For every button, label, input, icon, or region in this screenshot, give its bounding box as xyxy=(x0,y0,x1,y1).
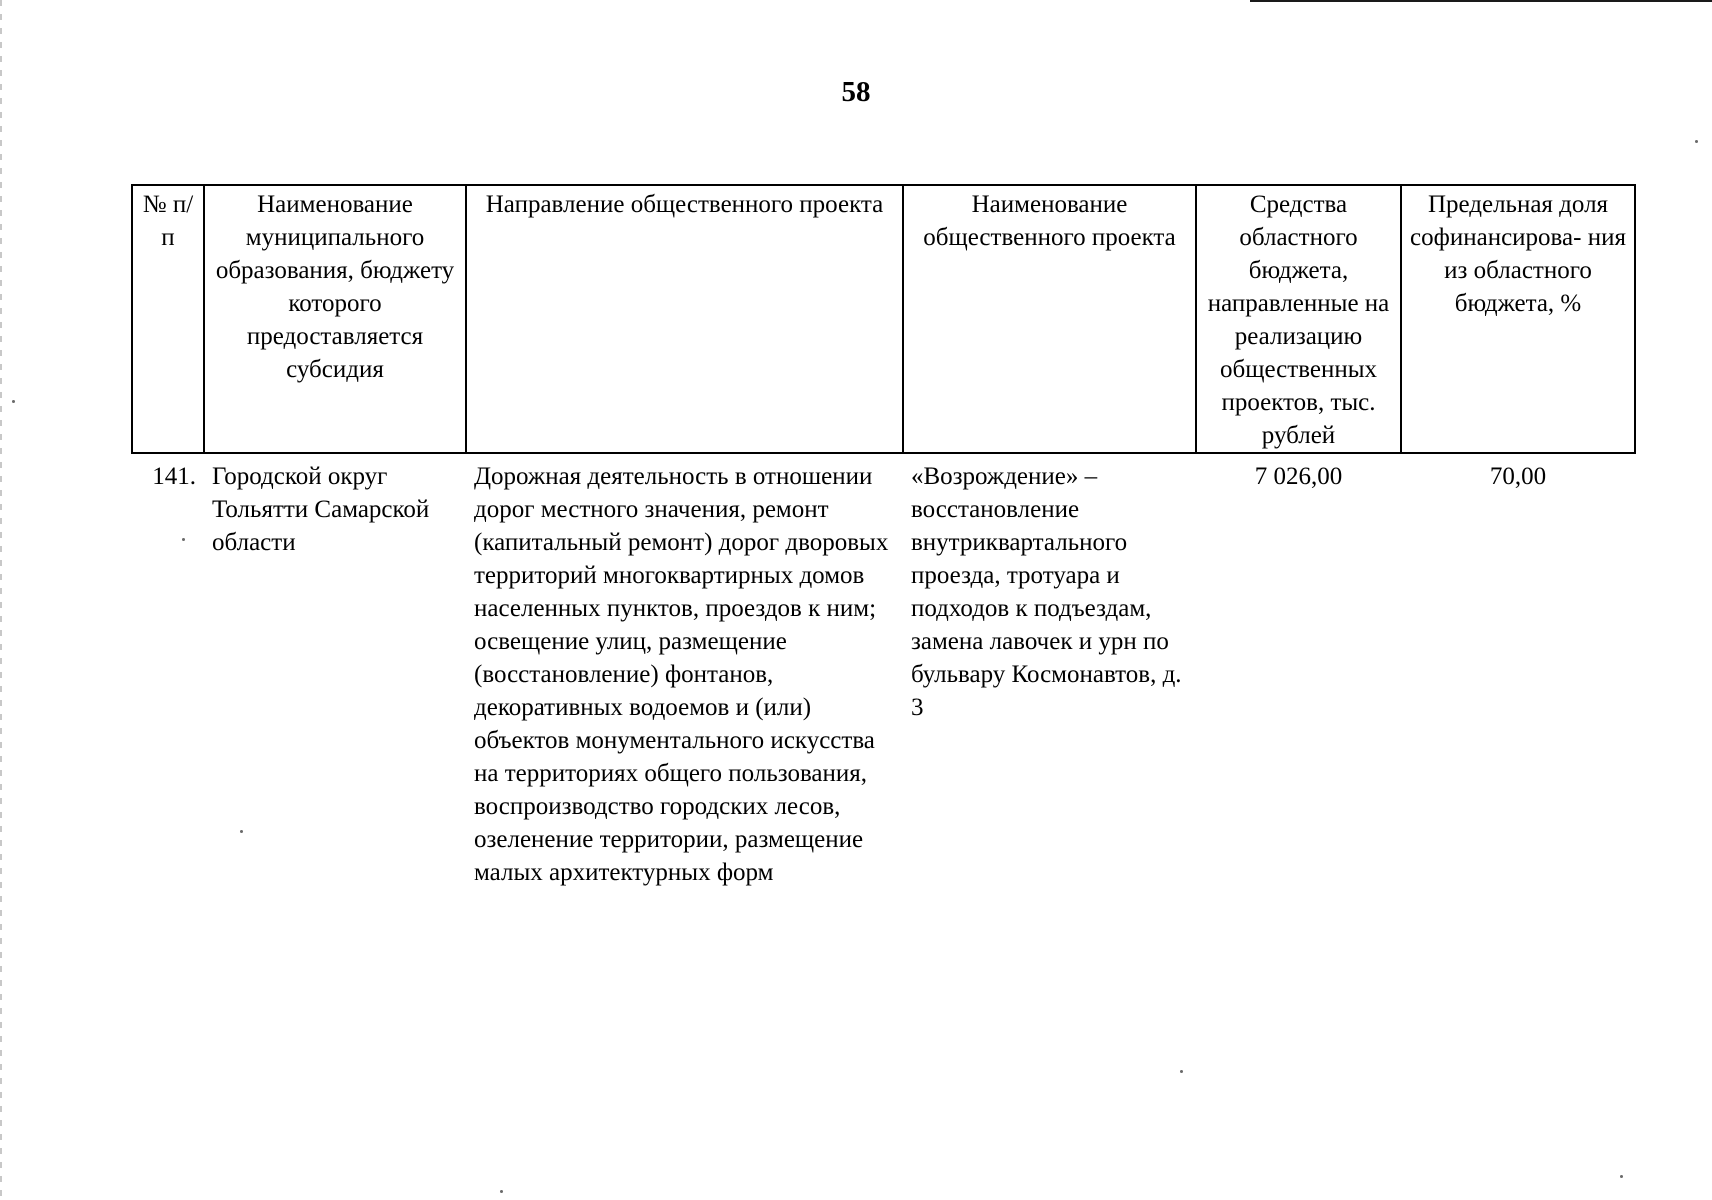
cell-direction: Дорожная деятельность в отношении дорог местного значения, ремонт (капитальный ремонт) дорог дворовых территорий многоквартирных домов населенных пунктов, проездов к ним; освещение улиц, размещение (восстановление) фонтанов, декоративных водоемов и (или) объектов монументального искусства на территориях общего пользования, воспроизводство городских лесов, озеленение территории, размещение малых архитектурных форм xyxy=(474,463,889,886)
header-number: № п/п xyxy=(132,185,204,453)
cell-share: 70,00 xyxy=(1489,463,1547,490)
cell-project-name: «Возрождение» – восстановление внутриквартального проезда, тротуара и подходов к подъездам, замена лавочек и урн по бульвару Космонавтов, д. 3 xyxy=(911,463,1182,721)
scan-speck xyxy=(1180,1070,1183,1073)
scan-edge-top xyxy=(1250,0,1712,2)
scan-speck xyxy=(182,538,185,541)
scan-speck xyxy=(1620,1175,1623,1178)
header-municipality: Наименование муниципального образования, бюджету которого предоставляется субсидия xyxy=(204,185,466,453)
page-number: 58 xyxy=(841,76,871,108)
subsidy-table xyxy=(131,184,1636,889)
header-row xyxy=(132,185,1635,453)
table-row xyxy=(132,453,1635,889)
header-direction: Направление общественного проекта xyxy=(466,185,903,453)
scan-speck xyxy=(1695,140,1698,143)
cell-number: 141. xyxy=(152,463,196,490)
header-funds: Средства областного бюджета, направленные на реализацию общественных проектов, тыс. рублей xyxy=(1196,185,1401,453)
cell-funds: 7 026,00 xyxy=(1254,463,1343,490)
scan-speck xyxy=(12,400,15,403)
table-header xyxy=(132,185,1635,453)
cell-municipality: Городской округ Тольятти Самарской области xyxy=(212,463,430,556)
scan-speck xyxy=(500,1190,503,1193)
scan-edge-left xyxy=(0,0,2,1200)
header-share: Предельная доля софинансирова- ния из областного бюджета, % xyxy=(1401,185,1635,453)
scan-speck xyxy=(240,830,243,833)
header-project-name: Наименование общественного проекта xyxy=(903,185,1196,453)
table-body xyxy=(132,453,1635,889)
